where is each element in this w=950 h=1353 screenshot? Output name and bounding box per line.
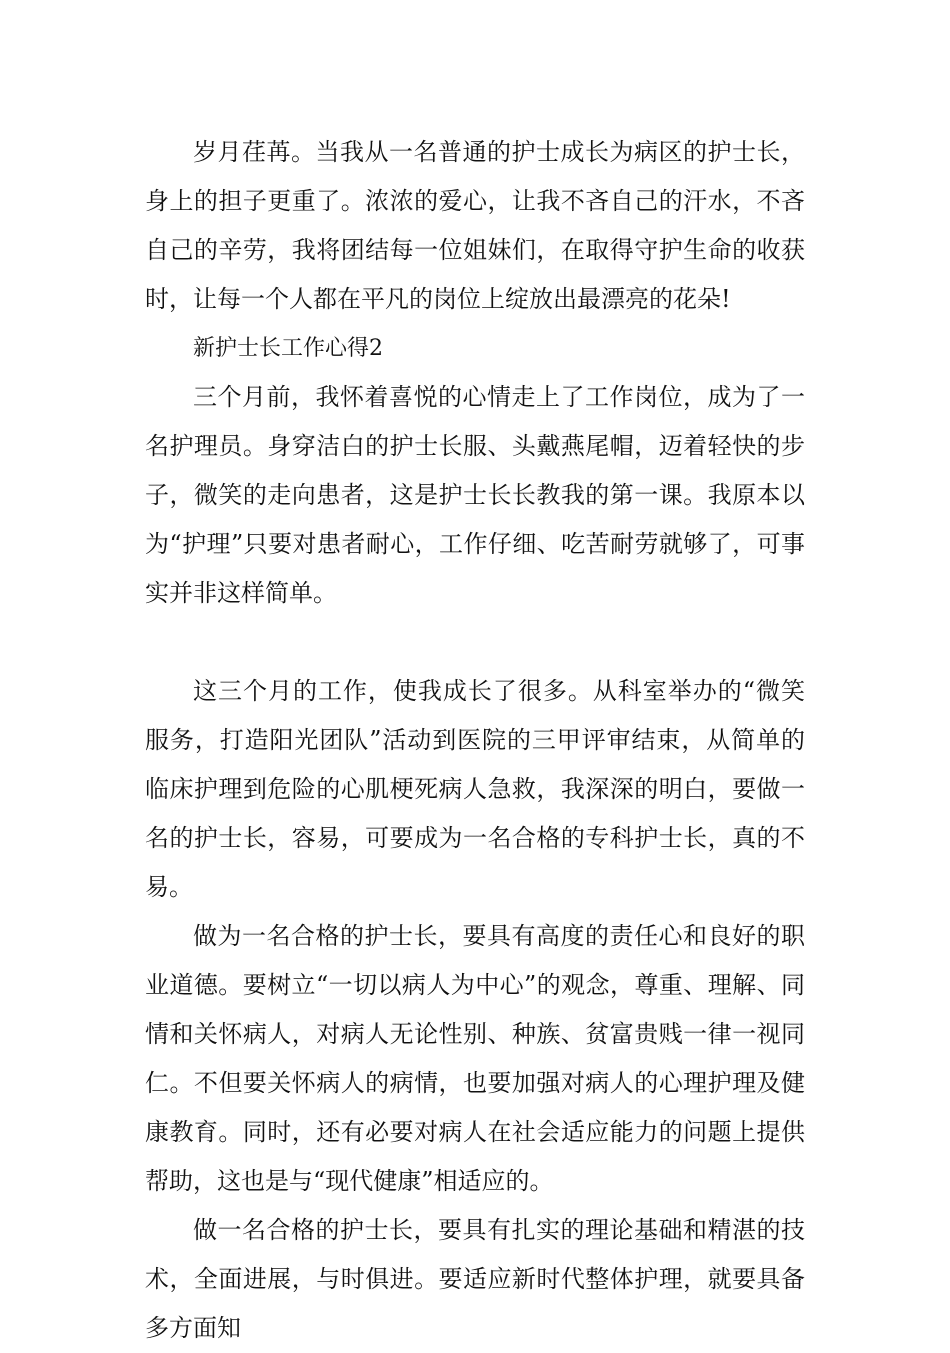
paragraph-theory-foundation: 做一名合格的护士长，要具有扎实的理论基础和精湛的技术，全面进展，与时俱进。要适应新时代整体护理，就要具备多方面知 <box>145 1216 805 1342</box>
paragraph-responsibility: 做为一名合格的护士长，要具有高度的责任心和良好的职业道德。要树立“一切以病人为中心”的观念，尊重、理解、同情和关怀病人，对病人无论性别、种族、贫富贵贱一律一视同仁。不但要关怀病人的病情，也要加强对病人的心理护理及健康教育。同时，还有必要对病人在社会适应能力的问题上提供帮助，这也是与“现代健康”相适应的。 <box>145 922 805 1195</box>
paragraph-three-months-ago: 三个月前，我怀着喜悦的心情走上了工作岗位，成为了一名护理员。身穿洁白的护士长服、头戴燕尾帽，迈着轻快的步子，微笑的走向患者，这是护士长长教我的第一课。我原本以为“护理”只要对患者耐心，工作仔细、吃苦耐劳就够了，可事实并非这样简单。 <box>145 383 805 607</box>
paragraph-intro: 岁月荏苒。当我从一名普通的护士成长为病区的护士长，身上的担子更重了。浓浓的爱心，让我不吝自己的汗水，不吝自己的辛劳，我将团结每一位姐妹们，在取得守护生命的收获时，让每一个人都在平凡的岗位上绽放出最漂亮的花朵! <box>145 138 805 313</box>
blank-line <box>145 618 805 667</box>
section-heading: 新护士长工作心得2 <box>193 336 383 361</box>
document-page <box>145 128 805 1353</box>
paragraph-three-months-work: 这三个月的工作，使我成长了很多。从科室举办的“微笑服务，打造阳光团队”活动到医院的三甲评审结束，从简单的临床护理到危险的心肌梗死病人急救，我深深的明白，要做一名的护士长，容易，可要成为一名合格的专科护士长，真的不易。 <box>145 677 805 901</box>
